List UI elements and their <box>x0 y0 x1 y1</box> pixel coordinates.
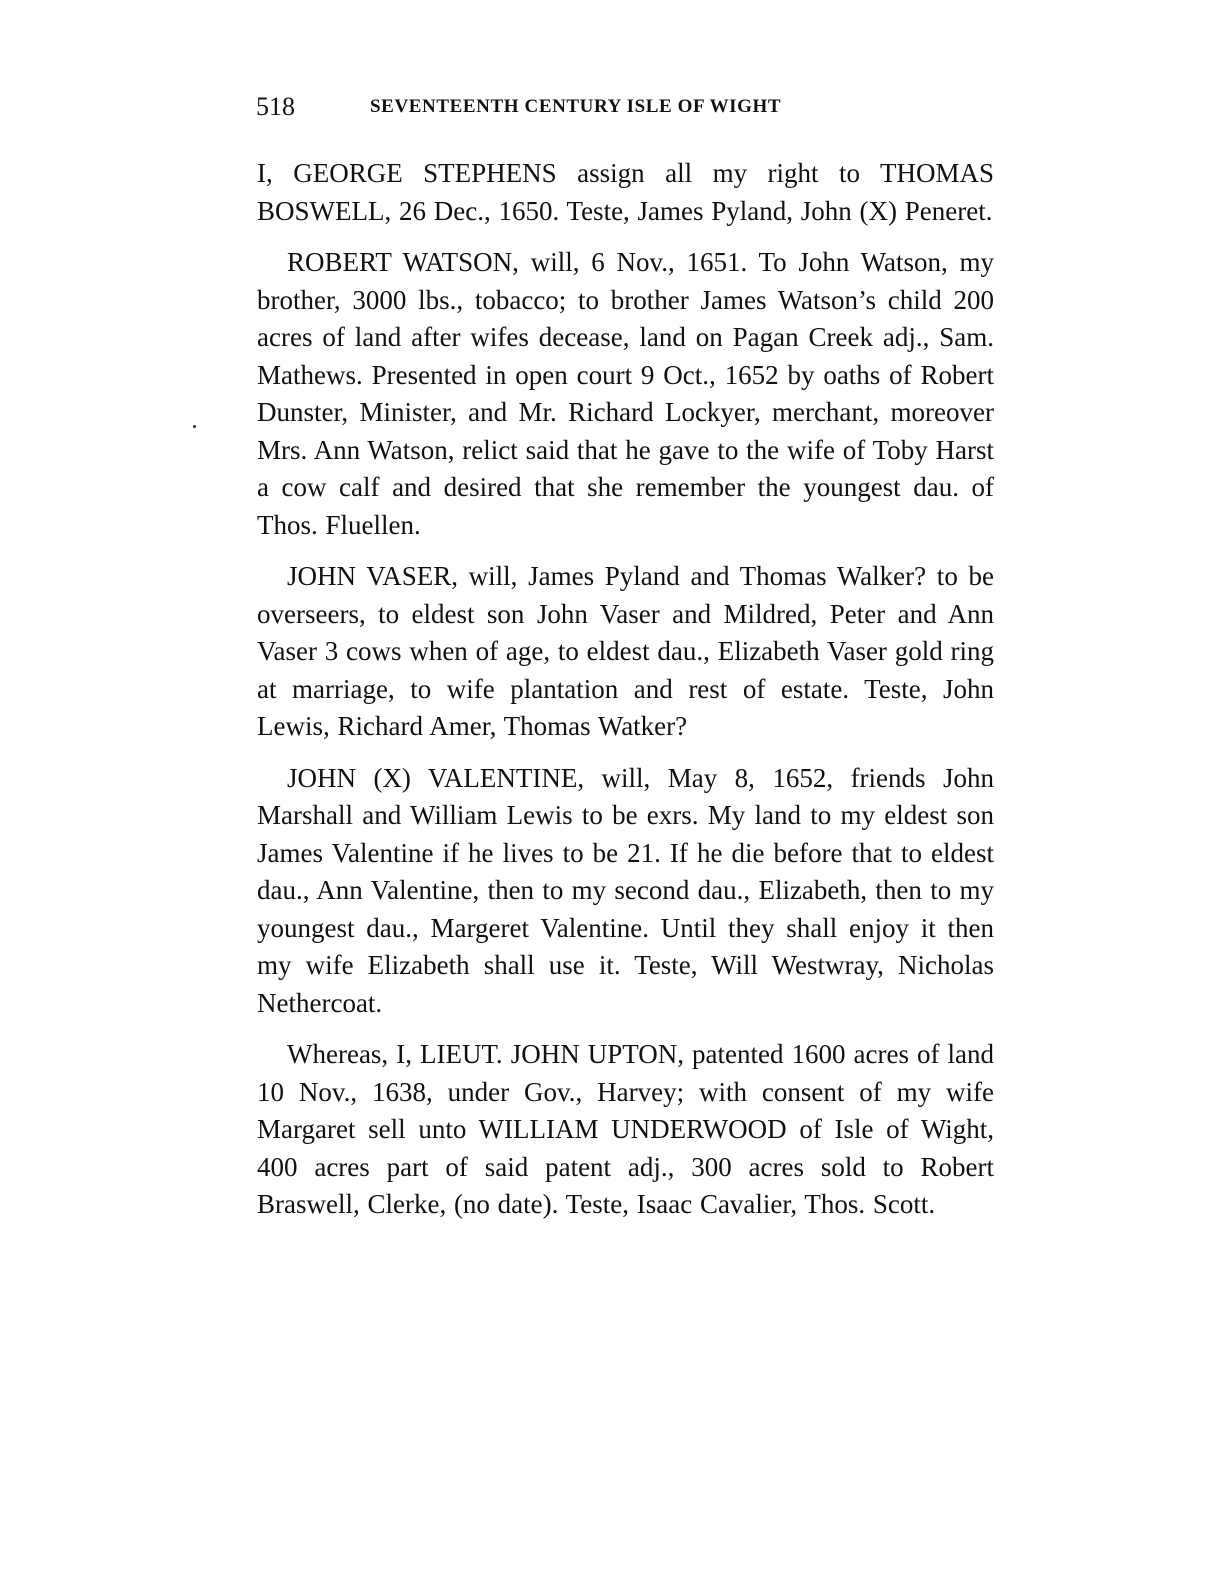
running-title: SEVENTEENTH CENTURY ISLE OF WIGHT <box>370 96 782 117</box>
page-body <box>257 155 994 1238</box>
entry-upton-deed: Whereas, I, LIEUT. JOHN UPTON, patented 1600 acres of land 10 Nov., 1638, under Gov., Harvey; with consent of my wife Margaret sell unto WILLIAM UNDERWOOD of Isle of Wight, 400 acres part of said patent adj., 300 acres sold to Robert Braswell, Clerke, (no date). Teste, Isaac Cavalier, Thos. Scott. <box>257 1039 994 1219</box>
entry-vaser-will: JOHN VASER, will, James Pyland and Thomas Walker? to be overseers, to eldest son John Vaser and Mildred, Peter and Ann Vaser 3 cows when of age, to eldest dau., Elizabeth Vaser gold ring at marriage, to wife plantation and rest of estate. Teste, John Lewis, Richard Amer, Thomas Watker? <box>257 561 994 741</box>
page-number: 518 <box>256 92 295 121</box>
running-head <box>256 90 996 124</box>
entry-stephens-assignment: I, GEORGE STEPHENS assign all my right to THOMAS BOSWELL, 26 Dec., 1650. Teste, James Pyland, John (X) Peneret. <box>257 158 994 226</box>
entry-watson-will: ROBERT WATSON, will, 6 Nov., 1651. To John Watson, my brother, 3000 lbs., tobacco; to brother James Watson’s child 200 acres of land after wifes decease, land on Pagan Creek adj., Sam. Mathews. Presented in open court 9 Oct., 1652 by oaths of Robert Dunster, Minister, and Mr. Richard Lockyer, merchant, moreover Mrs. Ann Watson, relict said that he gave to the wife of Toby Harst a cow calf and desired that she remember the youngest dau. of Thos. Fluellen. <box>257 247 994 540</box>
entry-valentine-will: JOHN (X) VALENTINE, will, May 8, 1652, friends John Marshall and William Lewis to be exrs. My land to my eldest son James Valentine if he lives to be 21. If he die before that to eldest dau., Ann Valentine, then to my second dau., Elizabeth, then to my youngest dau., Margeret Valentine. Until they shall enjoy it then my wife Elizabeth shall use it. Teste, Will Westwray, Nicholas Nethercoat. <box>257 762 994 1018</box>
scan-speck <box>193 425 196 428</box>
